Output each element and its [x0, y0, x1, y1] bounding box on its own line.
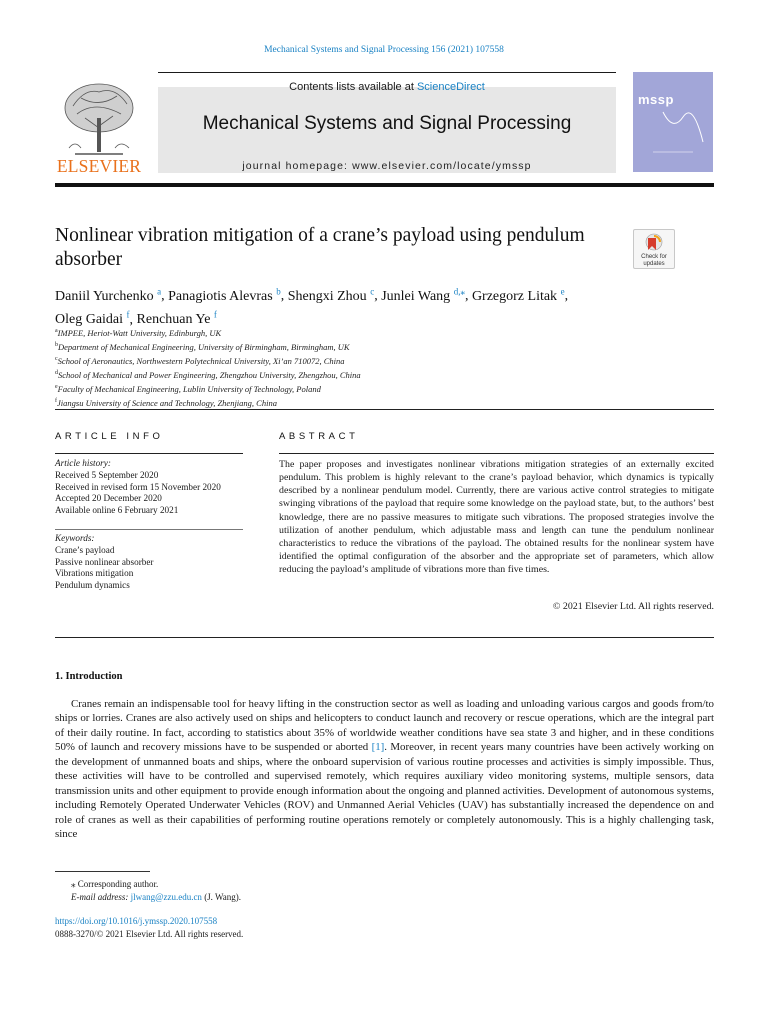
abstract-text: The paper proposes and investigates nonlinear vibrations mitigation strategies of an externally excited pendulum. This problem is highly relevant to the crane’s payload behavior, which dynamics is typically described by a nonlinear pendulum model. Currently, there are various active control strategies to mitigate swinging vibrations of the payload that require some knowledge on the payload state, but, to the authors’ best knowledge, there are no passive measures to mitigate such vibrations. The proposed strategies involve the utilization of another pendulum, which adjustable mass and length can tune the pendulum nonlinear characteristics to reduce the vibrations of the payload. The obtained results for the nonlinear system have identified the optimal configuration of the absorber and the appropriate set of parameters, which allow reducing the payload’s amplitude of vibrations more than five times. — [279, 459, 714, 576]
author[interactable]: Junlei Wang $^{d,⁎}$ — [381, 286, 465, 304]
doi-link[interactable]: https://doi.org/10.1016/j.ymssp.2020.107558 — [55, 916, 218, 926]
corresponding-author-note: ⁎ Corresponding author. — [71, 879, 159, 889]
history-item: Received 5 September 2020 — [55, 469, 159, 480]
author[interactable]: Oleg Gaidai $^f$ — [55, 309, 130, 328]
author[interactable]: Grzegorz Litak $^e$ — [471, 286, 565, 304]
journal-banner — [158, 72, 616, 177]
affiliation: $^d$School of Mechanical and Power Engineering, Zhengzhou University, Zhengzhou, China — [55, 369, 361, 380]
abstract-heading: ABSTRACT — [279, 431, 359, 442]
author[interactable]: Renchuan Ye $^f$ — [136, 309, 217, 328]
reference-link[interactable]: [1] — [371, 741, 385, 754]
contents-line — [158, 81, 616, 93]
badge-text — [634, 254, 674, 268]
contents-prefix: Contents lists available at — [289, 81, 417, 93]
keyword: Pendulum dynamics — [55, 580, 130, 591]
history-item: Received in revised form 15 November 2020 — [55, 481, 221, 492]
sciencedirect-link[interactable]: ScienceDirect — [416, 81, 485, 93]
journal-cover-image[interactable] — [633, 72, 713, 172]
intro-text: Cranes remain an indispensable tool for heavy lifting in the construction sector as well as loading and unloading various cargos and goods from/to ships or lorries. Cranes are also actively used on ships and helicopters to conduct launch and recovery or rescue operations, which are the integral part of their daily routine. In fact, according to statistics about 35% of worldwide weather conditions have sea state 3 and higher, and in these conditions 50% of launch and recovery missions have to be suspended or aborted — [55, 698, 714, 754]
keyword: Passive nonlinear absorber — [55, 556, 154, 567]
badge-line1: Check for — [641, 254, 667, 260]
email-link[interactable]: jlwang@zzu.edu.cn — [130, 891, 202, 902]
journal-homepage-link[interactable]: journal homepage: www.elsevier.com/locate/ymssp — [242, 160, 532, 172]
keyword: Vibrations mitigation — [55, 568, 134, 579]
header-rule — [55, 183, 714, 187]
journal-title: Mechanical Systems and Signal Processing — [202, 113, 572, 134]
check-for-updates-badge[interactable] — [633, 229, 675, 269]
author[interactable]: Daniil Yurchenko $^a$ — [55, 286, 162, 304]
article-info-heading: ARTICLE INFO — [55, 431, 164, 442]
footnote-rule — [55, 871, 150, 872]
author-list: Daniil Yurchenko $^a$, Panagiotis Alevras $^b$, Shengxi Zhou $^c$, Junlei Wang $^{d,⁎}$, Grzegorz Litak $^e$, Oleg Gaidai $^f$, Renchuan Ye $^f$ — [55, 286, 569, 328]
keywords-label: Keywords: — [55, 533, 95, 543]
article-title: Nonlinear vibration mitigation of a crane’s payload using pendulum absorber — [55, 225, 585, 270]
author[interactable]: Panagiotis Alevras $^b$ — [168, 286, 281, 304]
history-label: Article history: — [55, 458, 111, 468]
intro-text: . Moreover, in recent years many countries have been actively working on the development of unmanned boats and ships, where the onboard supervision of various routine processes and activities is simply impossible. Thus, these activities will have to be controlled and supervised remotely, which requires auxiliary video monitoring systems, multiple sensors, data transmission units and other equipment to provide enough information about the ongoing and planned activities. Development of autonomous systems, including Remotely Operated Underwater Vehicles (ROV) and Unmanned Aerial Vehicles (UAV) has substantially increased the dependence on and role of cranes as well as their capabilities of performing routine operations remotely or completely autonomously. This is a highly challenging task, since — [55, 741, 714, 841]
section-rule — [55, 409, 714, 410]
article-history — [55, 458, 243, 517]
abstract-rule — [279, 453, 714, 454]
history-item: Available online 6 February 2021 — [55, 505, 179, 516]
introduction-paragraph — [55, 697, 714, 842]
affiliation: $^c$School of Aeronautics, Northwestern Polytechnical University, Xi’an 710072, China — [55, 355, 345, 366]
email-note: E-mail address: jlwang@zzu.edu.cn (J. Wang). — [71, 891, 242, 902]
affiliation: $^b$Department of Mechanical Engineering, University of Birmingham, Birmingham, UK — [55, 341, 350, 352]
affiliation: $^e$Faculty of Mechanical Engineering, Lublin University of Technology, Poland — [55, 383, 321, 394]
issn-line: 0888-3270/© 2021 Elsevier Ltd. All rights reserved. — [55, 928, 244, 939]
abstract-end-rule — [55, 637, 714, 638]
footnotes — [55, 878, 705, 903]
keyword: Crane’s payload — [55, 544, 115, 555]
introduction-heading: 1. Introduction — [55, 671, 123, 682]
info-rule — [55, 453, 243, 454]
journal-header — [55, 72, 714, 184]
abstract-copyright: © 2021 Elsevier Ltd. All rights reserved. — [552, 601, 714, 612]
author[interactable]: Shengxi Zhou $^c$ — [287, 286, 375, 304]
publisher-name: ELSEVIER — [56, 156, 142, 176]
badge-line2: updates — [643, 261, 665, 267]
bookmark-icon — [634, 230, 674, 254]
keywords — [55, 533, 243, 592]
keywords-rule — [55, 529, 243, 530]
history-item: Accepted 20 December 2020 — [55, 493, 162, 504]
affiliation: $^f$Jiangsu University of Science and Technology, Zhenjiang, China — [55, 397, 277, 408]
cover-title: mssp — [638, 92, 674, 107]
affiliation: $^a$IMPEE, Heriot-Watt University, Edinburgh, UK — [55, 327, 222, 338]
affiliations — [55, 325, 705, 409]
journal-citation[interactable]: Mechanical Systems and Signal Processing 156 (2021) 107558 — [264, 45, 504, 55]
bottom-info — [55, 915, 455, 940]
